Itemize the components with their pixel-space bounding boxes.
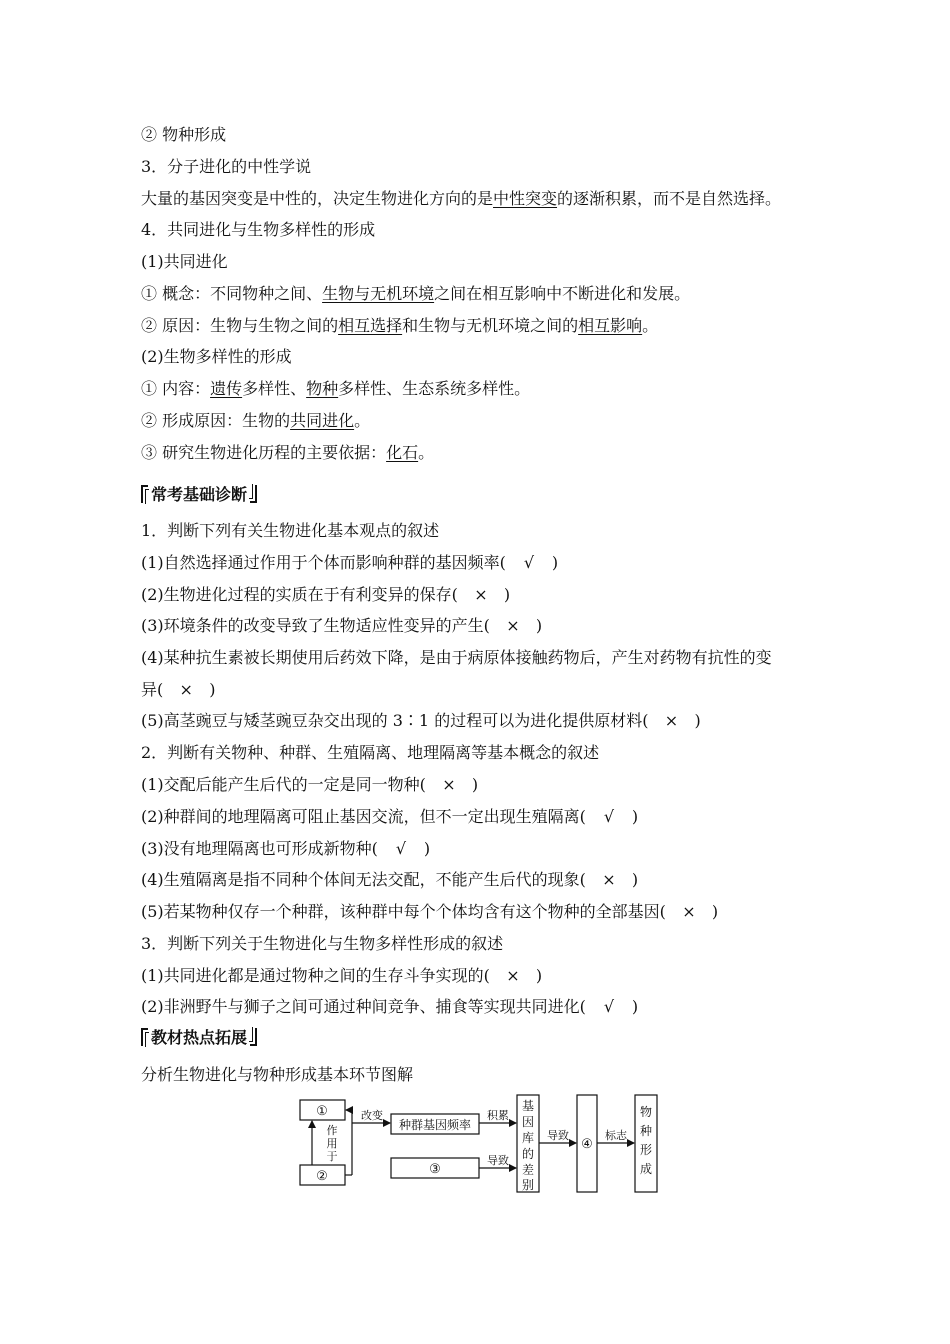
judgement-item xyxy=(141,710,701,732)
diagram-caption: 分析生物进化与物种形成基本环节图解 xyxy=(141,1065,414,1084)
judgement-item xyxy=(141,901,718,923)
answer-mark: × xyxy=(506,616,520,635)
answer-mark: √ xyxy=(523,553,535,572)
answer-mark: × xyxy=(474,585,488,604)
item-text: (2)生物进化过程的实质在于有利变异的保存( xyxy=(141,585,458,604)
underlined-answer: 中性突变 xyxy=(493,189,558,208)
gene-frequency-label: 种群基因频率 xyxy=(398,1118,472,1132)
section-heading-textbook-extension xyxy=(141,1027,257,1049)
answer-mark: × xyxy=(664,711,679,730)
answer-mark: × xyxy=(442,775,456,794)
item-text: (5)若某物种仅存一个种群，该种群中每个个体均含有这个物种的全部基因( xyxy=(141,902,666,921)
paren: ) xyxy=(209,680,216,699)
box-2-label: ② xyxy=(316,1169,328,1184)
species-char: 成 xyxy=(639,1162,653,1176)
box-1-label: ① xyxy=(316,1104,328,1119)
paren: ) xyxy=(694,711,701,730)
paren: ) xyxy=(471,775,479,794)
item-text: (3)环境条件的改变导致了生物适应性变异的产生( xyxy=(141,616,490,635)
text: ③ 研究生物进化历程的主要依据： xyxy=(141,443,387,462)
paren: ) xyxy=(535,616,543,635)
box-3-label: ③ xyxy=(429,1162,441,1177)
item-text: (2)种群间的地理隔离可阻止基因交流，但不一定出现生殖隔离( xyxy=(141,807,586,826)
text: 大量的基因突变是中性的，决定生物进化方向的是 xyxy=(141,189,494,208)
bracket-left-icon xyxy=(141,485,148,503)
underlined-answer: 化石 xyxy=(386,443,419,462)
text: 。 xyxy=(418,443,435,462)
judgement-item xyxy=(141,615,542,637)
text-line xyxy=(141,442,434,464)
change-label: 改变 xyxy=(361,1109,383,1122)
judgement-item xyxy=(141,996,638,1018)
judgement-item xyxy=(141,838,430,860)
answer-mark: √ xyxy=(395,839,407,858)
item-text: (3)没有地理隔离也可形成新物种( xyxy=(141,839,378,858)
answer-mark: × xyxy=(682,902,696,921)
act-on-char: 用 xyxy=(326,1137,338,1150)
answer-mark: √ xyxy=(603,807,615,826)
text: 的逐渐积累，而不是自然选择。 xyxy=(557,189,782,208)
answer-mark: √ xyxy=(603,997,615,1016)
text: ② 原因：生物与生物之间的 xyxy=(141,316,339,335)
text-line: ② 物种形成 xyxy=(141,125,227,144)
gene-pool-char: 因 xyxy=(521,1115,535,1129)
box-4-label: ④ xyxy=(581,1137,593,1152)
judgement-item xyxy=(141,806,638,828)
question-title: 2．判断有关物种、种群、生殖隔离、地理隔离等基本概念的叙述 xyxy=(141,743,600,762)
bracket-right-icon xyxy=(250,1028,257,1046)
gene-pool-char: 的 xyxy=(521,1147,535,1161)
heading-coevolution: 4．共同进化与生物多样性的形成 xyxy=(141,220,376,239)
underlined-answer: 相互影响 xyxy=(578,316,643,335)
item-text: (4)某种抗生素被长期使用后药效下降，是由于病原体接触药物后，产生对药物有抗性的变 xyxy=(141,648,772,667)
act-on-char: 于 xyxy=(326,1150,338,1163)
text: 多样性、生态系统多样性。 xyxy=(338,379,531,398)
gene-pool-char: 差 xyxy=(521,1163,535,1177)
text-line: (1)共同进化 xyxy=(141,252,228,271)
gene-pool-char: 库 xyxy=(521,1131,535,1145)
underlined-answer: 遗传 xyxy=(210,379,243,398)
text: 和生物与无机环境之间的 xyxy=(402,316,579,335)
judgement-item xyxy=(141,965,542,987)
paren: ) xyxy=(631,807,639,826)
paren: ) xyxy=(631,870,639,889)
section-title: 常考基础诊断 xyxy=(151,485,248,504)
item-text: (2)非洲野牛与狮子之间可通过种间竞争、捕食等实现共同进化( xyxy=(141,997,586,1016)
gene-pool-char: 基 xyxy=(521,1099,535,1113)
paren: ) xyxy=(551,553,559,572)
text-line xyxy=(141,410,370,432)
question-title: 3．判断下列关于生物进化与生物多样性形成的叙述 xyxy=(141,934,504,953)
accumulate-label: 积累 xyxy=(487,1109,509,1122)
bracket-left-icon xyxy=(141,1028,148,1046)
text: ① 内容： xyxy=(141,379,211,398)
heading-neutral-theory: 3．分子进化的中性学说 xyxy=(141,157,312,176)
paren: ) xyxy=(631,997,639,1016)
paren: ) xyxy=(711,902,719,921)
species-char: 物 xyxy=(639,1105,653,1119)
judgement-item xyxy=(141,647,772,669)
evolution-flow-diagram xyxy=(290,1090,670,1200)
text: ② 形成原因：生物的 xyxy=(141,411,291,430)
lead-label: 导致 xyxy=(487,1154,509,1167)
judgement-item xyxy=(141,774,478,796)
species-char: 形 xyxy=(639,1143,653,1157)
section-heading-basic-diagnosis xyxy=(141,484,257,506)
bracket-right-icon xyxy=(250,485,257,503)
answer-mark: × xyxy=(506,966,520,985)
text: 。 xyxy=(642,316,659,335)
underlined-answer: 相互选择 xyxy=(338,316,403,335)
underlined-answer: 生物与无机环境 xyxy=(322,284,435,303)
item-text: (1)自然选择通过作用于个体而影响种群的基因频率( xyxy=(141,553,506,572)
text-line xyxy=(141,283,690,305)
paren: ) xyxy=(423,839,431,858)
item-text: (5)高茎豌豆与矮茎豌豆杂交出现的 3∶1 的过程可以为进化提供原材料( xyxy=(141,711,649,730)
item-text: 异( xyxy=(141,680,164,699)
text-line xyxy=(141,378,530,400)
gene-pool-char: 别 xyxy=(521,1178,535,1192)
text: 之间在相互影响中不断进化和发展。 xyxy=(434,284,691,303)
answer-mark: × xyxy=(179,680,193,699)
paren: ) xyxy=(503,585,511,604)
question-title: 1．判断下列有关生物进化基本观点的叙述 xyxy=(141,521,440,540)
text-line: (2)生物多样性的形成 xyxy=(141,347,292,366)
text-line xyxy=(141,315,658,337)
item-text: (4)生殖隔离是指不同种个体间无法交配，不能产生后代的现象( xyxy=(141,870,586,889)
paren: ) xyxy=(535,966,543,985)
judgement-item xyxy=(141,584,510,606)
judgement-item xyxy=(141,869,638,891)
item-text: (1)交配后能产生后代的一定是同一物种( xyxy=(141,775,426,794)
act-on-char: 作 xyxy=(326,1124,338,1137)
sign-label: 标志 xyxy=(605,1129,627,1142)
species-char: 种 xyxy=(639,1124,653,1138)
underlined-answer: 物种 xyxy=(306,379,339,398)
text: 多样性、 xyxy=(242,379,307,398)
lead-label: 导致 xyxy=(547,1129,569,1142)
judgement-item xyxy=(141,552,558,574)
section-title: 教材热点拓展 xyxy=(151,1028,248,1047)
item-text: (1)共同进化都是通过物种之间的生存斗争实现的( xyxy=(141,966,490,985)
text: 。 xyxy=(354,411,371,430)
text: ① 概念：不同物种之间、 xyxy=(141,284,323,303)
answer-mark: × xyxy=(602,870,616,889)
underlined-answer: 共同进化 xyxy=(290,411,355,430)
judgement-item xyxy=(141,679,216,701)
text-line xyxy=(141,188,781,210)
